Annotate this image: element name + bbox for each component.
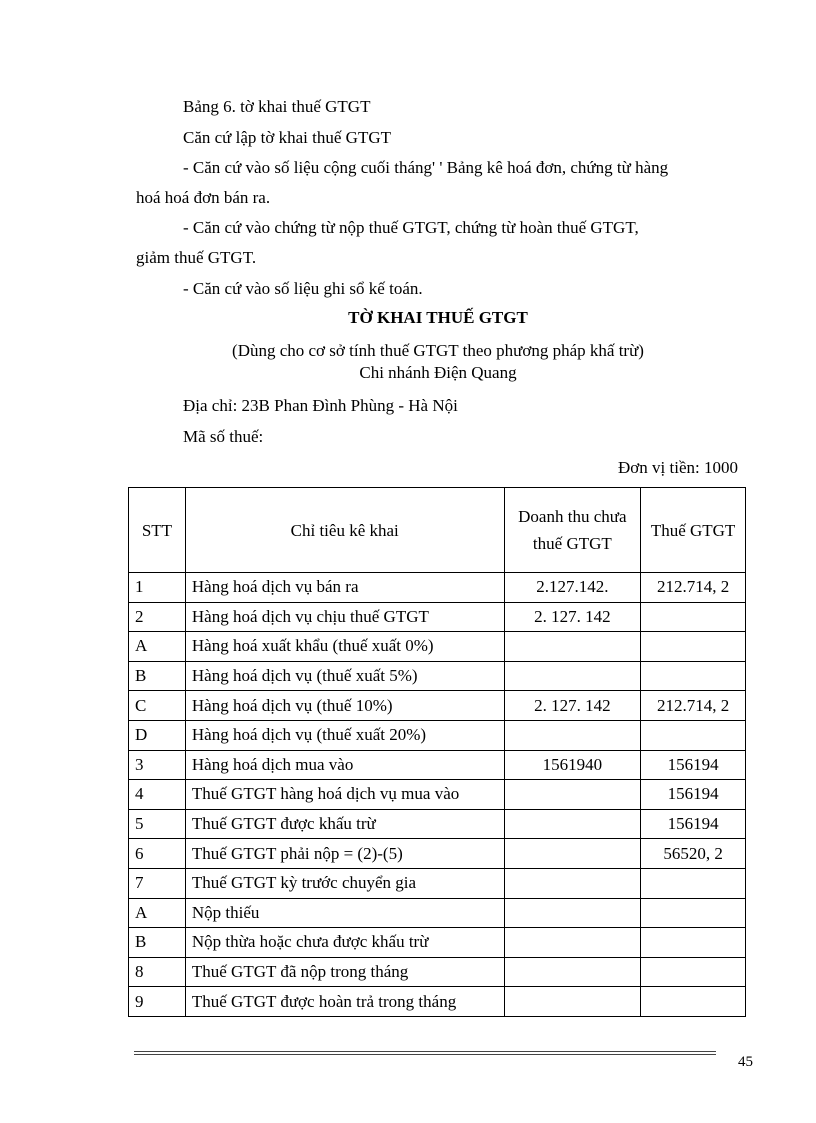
cell-tax: 156194	[641, 750, 746, 780]
cell-revenue	[504, 987, 641, 1017]
cell-revenue	[504, 632, 641, 662]
cell-tax	[641, 868, 746, 898]
table-row	[129, 573, 746, 603]
table-row	[129, 957, 746, 987]
cell-tax	[641, 632, 746, 662]
cell-item: Thuế GTGT đã nộp trong tháng	[185, 957, 504, 987]
basis-1-line2: hoá hoá đơn bán ra.	[136, 188, 271, 207]
footer-rule-bottom	[134, 1054, 716, 1055]
table-row	[129, 632, 746, 662]
cell-tax	[641, 661, 746, 691]
cell-revenue	[504, 720, 641, 750]
cell-revenue	[504, 780, 641, 810]
table-header-row	[129, 488, 746, 573]
cell-item: Thuế GTGT được hoàn trả trong tháng	[185, 987, 504, 1017]
cell-revenue	[504, 809, 641, 839]
form-subtitle: (Dùng cho cơ sở tính thuế GTGT theo phương pháp khấ trừ)	[232, 341, 644, 360]
table-row	[129, 691, 746, 721]
cell-item: Thuế GTGT phải nộp = (2)-(5)	[185, 839, 504, 869]
table-row	[129, 750, 746, 780]
header-revenue: Doanh thu chưa thuế GTGT	[504, 488, 641, 573]
cell-stt: C	[129, 691, 186, 721]
cell-tax	[641, 987, 746, 1017]
cell-stt: 1	[129, 573, 186, 603]
footer-rule-top	[134, 1051, 716, 1052]
cell-tax	[641, 720, 746, 750]
basis-3: - Căn cứ vào số liệu ghi sổ kế toán.	[183, 279, 423, 298]
table-row	[129, 780, 746, 810]
cell-item: Hàng hoá dịch vụ (thuế xuất 5%)	[185, 661, 504, 691]
cell-revenue	[504, 868, 641, 898]
cell-revenue: 2. 127. 142	[504, 691, 641, 721]
cell-stt: 4	[129, 780, 186, 810]
cell-stt: 8	[129, 957, 186, 987]
cell-stt: 3	[129, 750, 186, 780]
cell-stt: 6	[129, 839, 186, 869]
cell-item: Hàng hoá xuất khẩu (thuế xuất 0%)	[185, 632, 504, 662]
cell-revenue	[504, 928, 641, 958]
cell-revenue	[504, 661, 641, 691]
table-row	[129, 987, 746, 1017]
cell-stt: B	[129, 661, 186, 691]
cell-revenue	[504, 957, 641, 987]
cell-tax	[641, 602, 746, 632]
tax-code: Mã số thuế:	[183, 427, 264, 446]
table-row	[129, 839, 746, 869]
cell-stt: A	[129, 898, 186, 928]
cell-item: Hàng hoá dịch mua vào	[185, 750, 504, 780]
cell-stt: 2	[129, 602, 186, 632]
cell-item: Nộp thiếu	[185, 898, 504, 928]
branch-name: Chi nhánh Điện Quang	[359, 363, 517, 382]
cell-revenue	[504, 839, 641, 869]
cell-stt: D	[129, 720, 186, 750]
table-row	[129, 868, 746, 898]
cell-item: Thuế GTGT được khấu trừ	[185, 809, 504, 839]
form-title: TỜ KHAI THUẾ GTGT	[348, 308, 528, 327]
cell-item: Hàng hoá dịch vụ chịu thuế GTGT	[185, 602, 504, 632]
basis-heading: Căn cứ lập tờ khai thuế GTGT	[183, 128, 391, 147]
cell-tax: 156194	[641, 780, 746, 810]
basis-2-line1: - Căn cứ vào chứng từ nộp thuế GTGT, chứng từ hoàn thuế GTGT,	[183, 218, 639, 237]
header-stt: STT	[129, 488, 186, 573]
cell-stt: 5	[129, 809, 186, 839]
header-tax: Thuế GTGT	[641, 488, 746, 573]
table-row	[129, 928, 746, 958]
table-row	[129, 809, 746, 839]
table-row	[129, 661, 746, 691]
cell-item: Nộp thừa hoặc chưa được khấu trừ	[185, 928, 504, 958]
cell-stt: A	[129, 632, 186, 662]
cell-item: Hàng hoá dịch vụ bán ra	[185, 573, 504, 603]
table-row	[129, 720, 746, 750]
cell-item: Thuế GTGT kỳ trước chuyển gia	[185, 868, 504, 898]
cell-revenue: 2. 127. 142	[504, 602, 641, 632]
page-number: 45	[738, 1054, 753, 1070]
cell-tax: 156194	[641, 809, 746, 839]
cell-stt: 7	[129, 868, 186, 898]
table-row	[129, 898, 746, 928]
basis-2-line2: giảm thuế GTGT.	[136, 248, 257, 267]
basis-1-line1: - Căn cứ vào số liệu cộng cuối tháng' ' Bảng kê hoá đơn, chứng từ hàng	[183, 158, 669, 177]
cell-revenue: 1561940	[504, 750, 641, 780]
cell-item: Thuế GTGT hàng hoá dịch vụ mua vào	[185, 780, 504, 810]
table-caption: Bảng 6. tờ khai thuế GTGT	[183, 97, 371, 116]
currency-unit: Đơn vị tiền: 1000	[618, 458, 738, 477]
tax-declaration-table	[128, 487, 746, 1017]
cell-tax: 212.714, 2	[641, 691, 746, 721]
cell-tax: 56520, 2	[641, 839, 746, 869]
header-item: Chỉ tiêu kê khai	[185, 488, 504, 573]
address: Địa chỉ: 23B Phan Đình Phùng - Hà Nội	[183, 396, 458, 415]
cell-stt: 9	[129, 987, 186, 1017]
cell-tax	[641, 898, 746, 928]
cell-tax: 212.714, 2	[641, 573, 746, 603]
cell-stt: B	[129, 928, 186, 958]
cell-tax	[641, 928, 746, 958]
cell-item: Hàng hoá dịch vụ (thuế xuất 20%)	[185, 720, 504, 750]
cell-revenue	[504, 898, 641, 928]
cell-revenue: 2.127.142.	[504, 573, 641, 603]
cell-tax	[641, 957, 746, 987]
cell-item: Hàng hoá dịch vụ (thuế 10%)	[185, 691, 504, 721]
table-row	[129, 602, 746, 632]
